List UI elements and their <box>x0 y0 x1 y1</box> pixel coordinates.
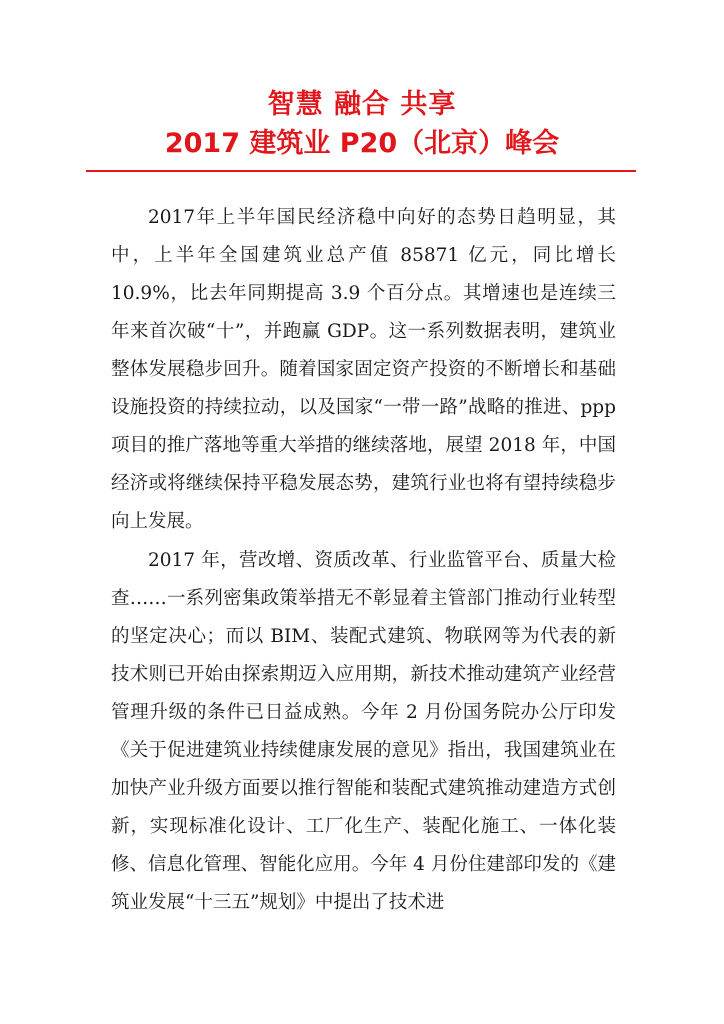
document-header <box>0 86 724 164</box>
page-subtitle: 2017 建筑业 P20（北京）峰会 <box>164 128 560 159</box>
page-title: 智慧 融合 共享 <box>267 89 457 120</box>
document-body <box>111 199 616 922</box>
paragraph-1: 2017年上半年国民经济稳中向好的态势日趋明显，其中，上半年全国建筑业总产值 85871 亿元，同比增长 10.9%，比去年同期提高 3.9 个百分点。其增速也是连续三年来首次破“十”，并跑赢 GDP。这一系列数据表明，建筑业整体发展稳步回升。随着国家固定资产投资的不断增长和基础设施投资的持续拉动，以及国家“一带一路”战略的推进、ppp 项目的推广落地等重大举措的继续落地，展望 2018 年，中国经济或将继续保持平稳发展态势，建筑行业也将有望持续稳步向上发展。 <box>111 207 616 532</box>
paragraph-2: 2017 年，营改增、资质改革、行业监管平台、质量大检查……一系列密集政策举措无不彰显着主管部门推动行业转型的坚定决心；而以 BIM、装配式建筑、物联网等为代表的新技术则已开始由探索期迈入应用期，新技术推动建筑产业经营管理升级的条件已日益成熟。今年 2 月份国务院办公厅印发《关于促进建筑业持续健康发展的意见》指出，我国建筑业在加快产业升级方面要以推行智能和装配式建筑推动建造方式创新，实现标准化设计、工厂化生产、装配化施工、一体化装修、信息化管理、智能化应用。今年 4 月份住建部印发的《建筑业发展“十三五”规划》中提出了技术进 <box>111 550 616 913</box>
header-divider <box>86 170 636 172</box>
